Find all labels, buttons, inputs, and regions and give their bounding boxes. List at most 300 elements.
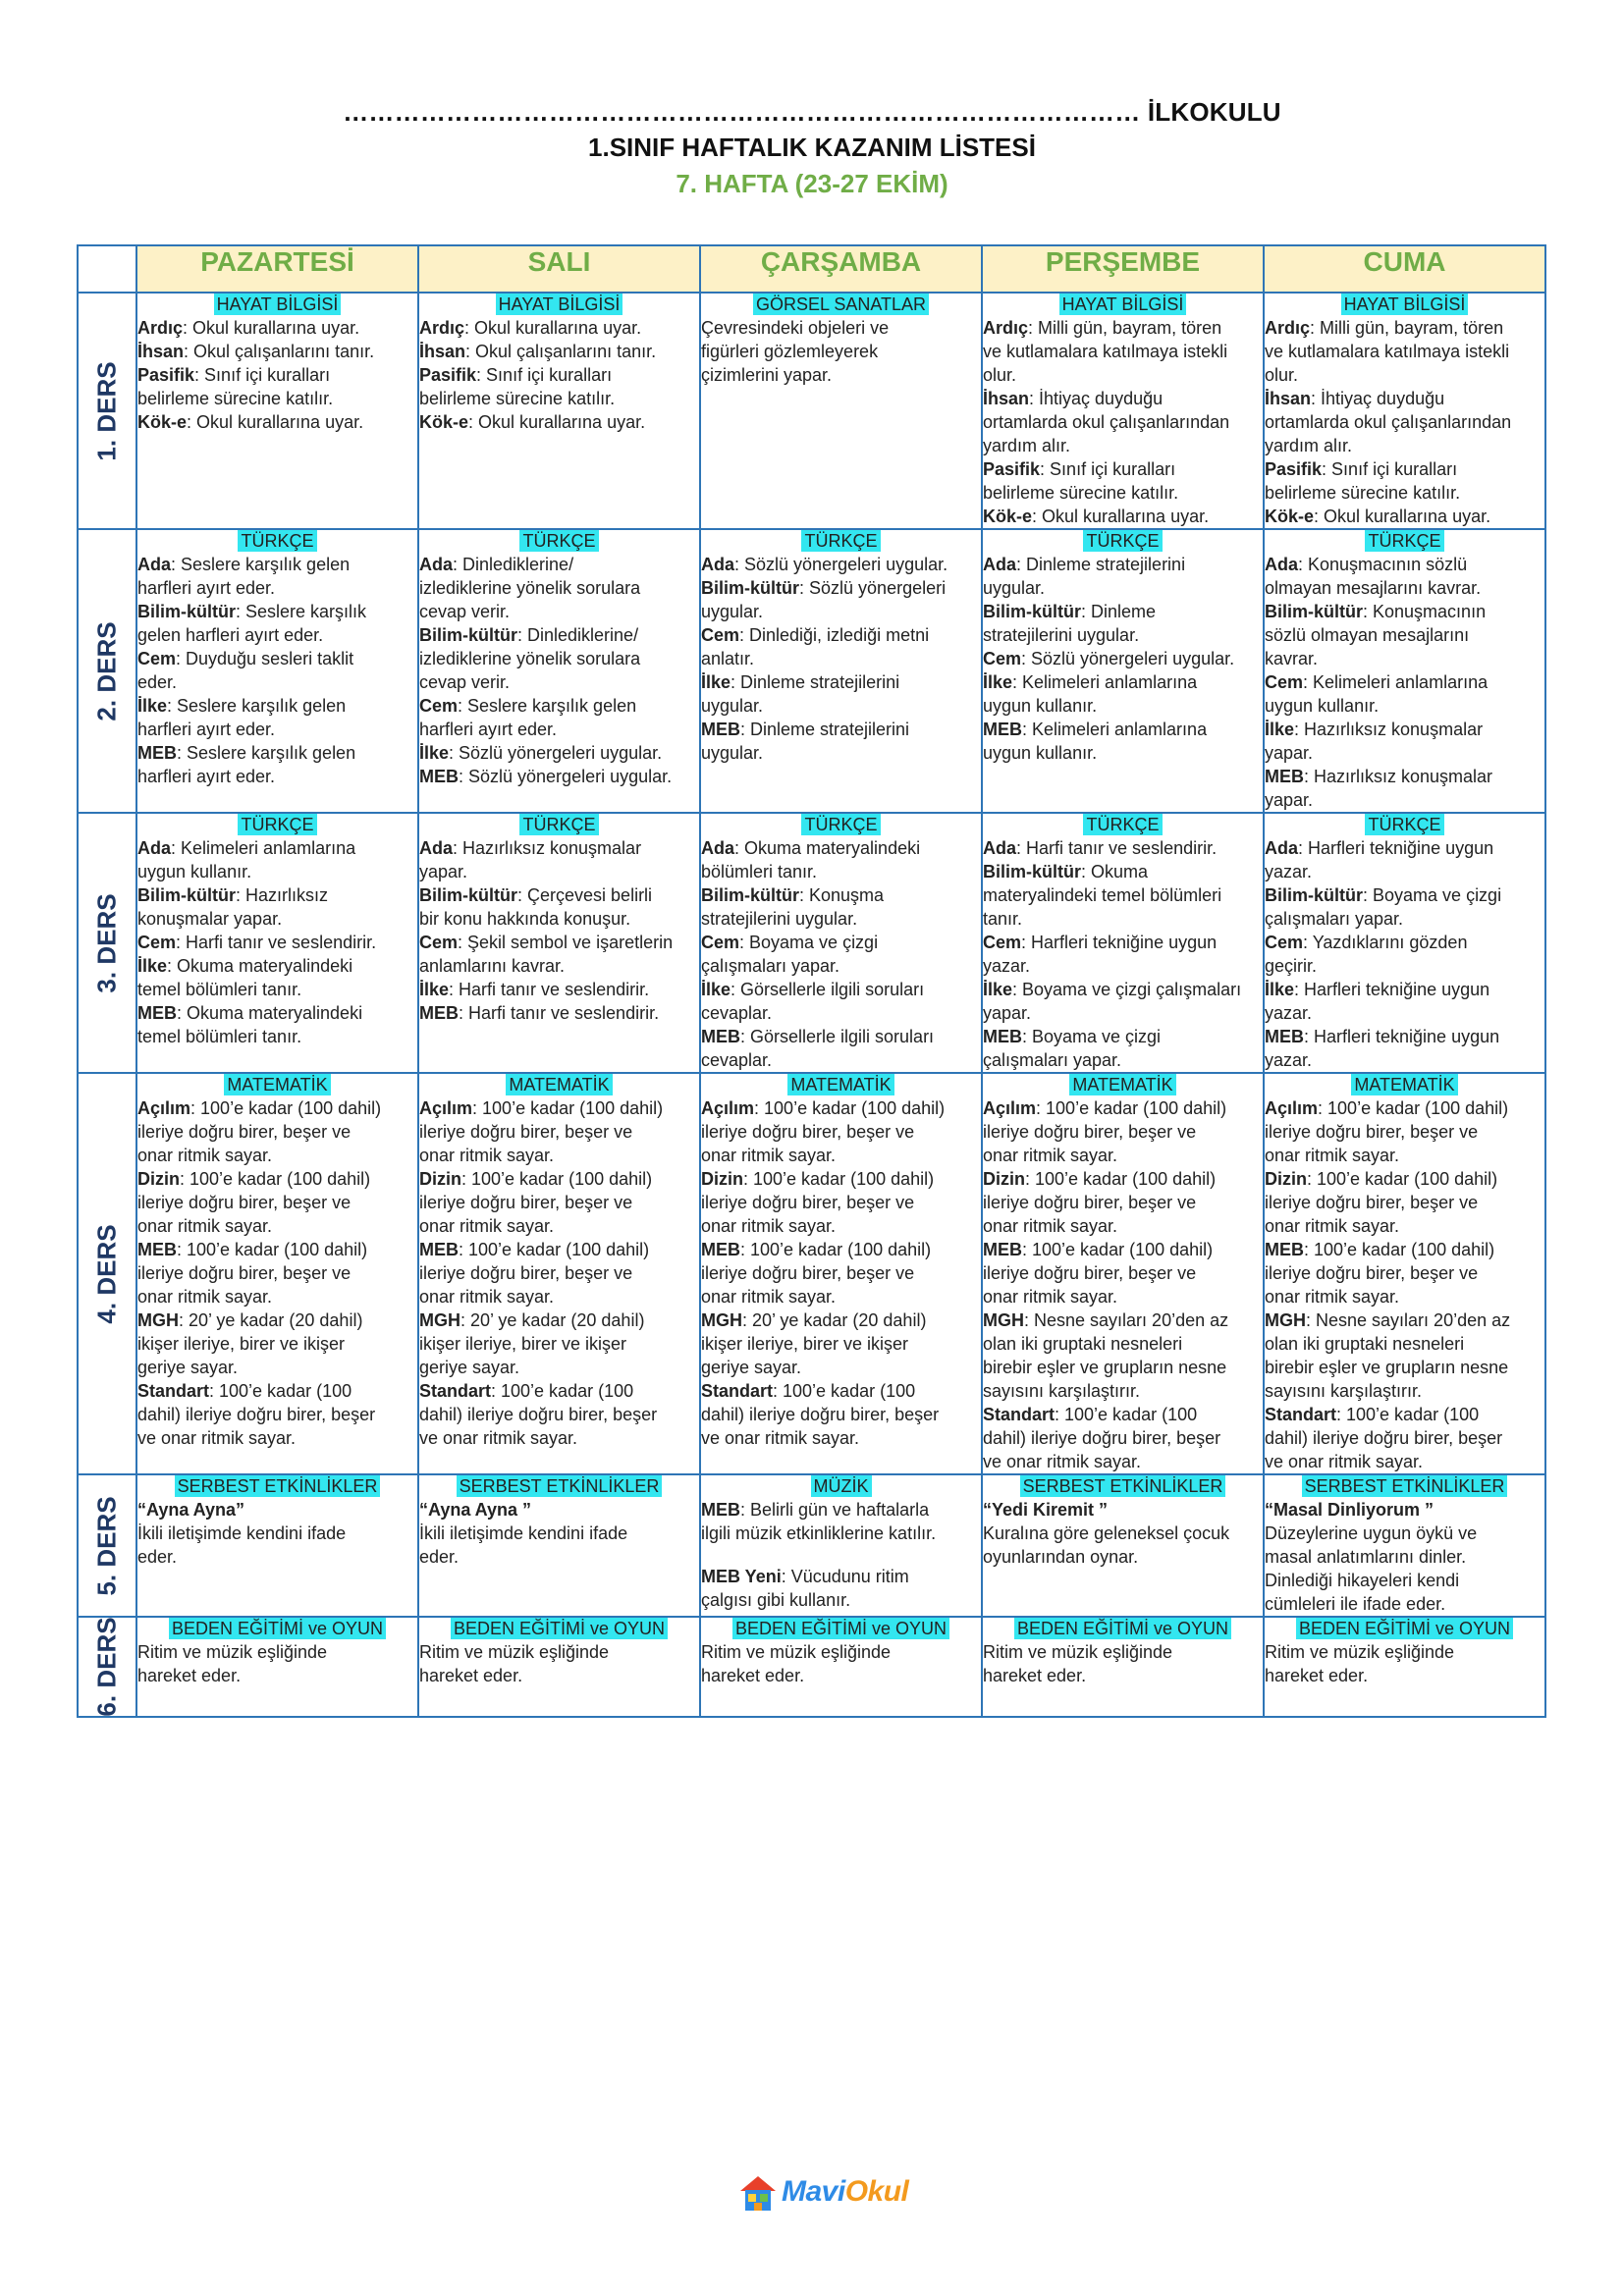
objective-text: ilgili müzik etkinliklerine katılır. (701, 1523, 937, 1543)
publisher-name: Açılım (137, 1098, 191, 1118)
objective-line (983, 1332, 1263, 1356)
objective-line (1265, 694, 1544, 718)
objective-text: yardım alır. (1265, 436, 1353, 455)
objective-line (1265, 1545, 1544, 1569)
house-icon (738, 2173, 778, 2213)
objective-line (1265, 457, 1544, 481)
objective-line (983, 836, 1263, 860)
subject-badge: HAYAT BİLGİSİ (1059, 294, 1187, 315)
lesson-row (78, 293, 1545, 529)
publisher-name: Ada (701, 838, 735, 858)
objective-line (419, 623, 699, 647)
objective-text: : Kelimeleri anlamlarına (1012, 672, 1198, 692)
objective-text: ikişer ileriye, birer ve ikişer (701, 1334, 909, 1354)
publisher-name: MEB (701, 720, 740, 739)
objective-line (701, 1308, 981, 1332)
objective-text: : Hazırlıksız (236, 885, 329, 905)
day-header-row (78, 245, 1545, 293)
objective-line (419, 1403, 699, 1426)
objective-text: : Milli gün, bayram, tören (1310, 318, 1504, 338)
publisher-name: Ada (137, 555, 172, 574)
publisher-name: MEB (419, 1003, 459, 1023)
objective-text: : Okuma materyalindeki (177, 1003, 363, 1023)
subject-badge: MATEMATİK (506, 1074, 612, 1095)
objective-line (701, 1214, 981, 1238)
objective-text: tanır. (983, 909, 1023, 929)
objective-text: Ritim ve müzik eşliğinde (1265, 1642, 1455, 1662)
objective-line (419, 1238, 699, 1261)
objective-text: : 100’e kadar (100 dahil) (1022, 1240, 1214, 1259)
lesson-label-cell (78, 1617, 136, 1717)
publisher-name: İlke (419, 743, 450, 763)
publisher-name: MEB (1265, 1240, 1304, 1259)
objective-line (983, 1450, 1263, 1473)
publisher-name: Ada (701, 555, 735, 574)
objective-line (1265, 1332, 1544, 1356)
lesson-label-cell (78, 293, 136, 529)
objective-line (1265, 836, 1544, 860)
objective-text: çalışmaları yapar. (1265, 909, 1404, 929)
objective-text: ileriye doğru birer, beşer ve (137, 1193, 352, 1212)
publisher-name: Kök-e (1265, 507, 1315, 526)
objective-text: ileriye doğru birer, beşer ve (419, 1193, 633, 1212)
objective-text: : Okuma (1081, 862, 1149, 881)
lesson-cell-tuesday (418, 1617, 700, 1717)
objective-text: ileriye doğru birer, beşer ve (983, 1122, 1197, 1142)
publisher-name: Standart (983, 1405, 1056, 1424)
objective-line (983, 883, 1263, 907)
lesson-label-cell (78, 1474, 136, 1617)
subject-badge: TÜRKÇE (519, 530, 598, 552)
lesson-cell-monday (136, 1073, 418, 1474)
lesson-cell-wednesday (700, 293, 982, 529)
objective-text: : 100’e kadar (100 dahil) (740, 1240, 932, 1259)
objective-line (983, 1238, 1263, 1261)
objective-text: ve onar ritmik sayar. (419, 1428, 578, 1448)
objective-text: : Dinleme (1081, 602, 1157, 621)
objective-text: çalgısı gibi kullanır. (701, 1590, 851, 1610)
objective-text: : Şekil sembol ve işaretlerin (458, 933, 674, 952)
objective-line (419, 860, 699, 883)
objective-line (137, 1640, 417, 1664)
publisher-name: Kök-e (419, 412, 469, 432)
objective-text: : Duyduğu sesleri taklit (176, 649, 354, 668)
lesson-label: 5. DERS (91, 1495, 122, 1596)
objective-text: : 100’e kadar (100 dahil) (472, 1098, 664, 1118)
objective-line (983, 363, 1263, 387)
objective-line (1265, 434, 1544, 457)
publisher-name: Cem (1265, 933, 1304, 952)
publisher-name: Pasifik (137, 365, 195, 385)
objective-line (419, 1664, 699, 1687)
subject-badge: MATEMATİK (1069, 1074, 1175, 1095)
objective-line (419, 316, 699, 340)
objective-line (983, 1545, 1263, 1569)
objective-text: ileriye doğru birer, beşer ve (701, 1193, 915, 1212)
lesson-cell-monday (136, 1617, 418, 1717)
objective-line (983, 860, 1263, 883)
objective-line (701, 1285, 981, 1308)
objective-text: onar ritmik sayar. (419, 1287, 555, 1307)
objective-line (137, 978, 417, 1001)
objective-line (983, 931, 1263, 954)
objective-text: : 100’e kadar (100 dahil) (743, 1169, 935, 1189)
objective-text: : 100’e kadar (100 (773, 1381, 916, 1401)
objective-line (983, 907, 1263, 931)
lesson-cell-thursday (982, 813, 1264, 1073)
objective-text: cevap verir. (419, 672, 511, 692)
objective-text: : 100’e kadar (100 dahil) (1318, 1098, 1509, 1118)
objective-line (701, 1238, 981, 1261)
objective-text: : Boyama ve çizgi (739, 933, 879, 952)
objective-line (701, 670, 981, 694)
objective-line (983, 481, 1263, 505)
objective-text: : 100’e kadar (100 dahil) (461, 1169, 653, 1189)
logo-text (782, 2175, 908, 2209)
subject-badge: GÖRSEL SANATLAR (753, 294, 929, 315)
objective-line (1265, 340, 1544, 363)
objective-text: onar ritmik sayar. (983, 1146, 1118, 1165)
objective-text: : Kelimeleri anlamlarına (171, 838, 356, 858)
objective-line (701, 316, 981, 340)
objective-line (701, 1588, 981, 1612)
objective-text: : Okuma materyalindeki (167, 956, 353, 976)
objective-line (1265, 1379, 1544, 1403)
objective-line (1265, 481, 1544, 505)
publisher-name: Cem (983, 933, 1022, 952)
objective-line (419, 1167, 699, 1191)
subject-badge: TÜRKÇE (801, 814, 880, 835)
objective-line (419, 1214, 699, 1238)
objective-text: Dinlediği hikayeleri kendi (1265, 1571, 1460, 1590)
objective-text: Düzeylerine uygun öykü ve (1265, 1523, 1478, 1543)
objective-text: Kuralına göre geleneksel çocuk (983, 1523, 1230, 1543)
objective-text: : Okul kurallarına uyar. (187, 412, 364, 432)
objective-line (1265, 1498, 1544, 1522)
publisher-name: Açılım (1265, 1098, 1319, 1118)
objective-text: Ritim ve müzik eşliğinde (983, 1642, 1173, 1662)
objective-line (983, 600, 1263, 623)
objective-text: onar ritmik sayar. (701, 1146, 837, 1165)
objective-text: : Sınıf içi kuralları (194, 365, 331, 385)
lesson-cell-tuesday (418, 813, 700, 1073)
subject-badge: TÜRKÇE (1083, 814, 1162, 835)
objective-text: : Sözlü yönergeleri (799, 578, 947, 598)
publisher-name: İlke (983, 672, 1013, 692)
objective-text: : 100’e kadar (100 dahil) (190, 1098, 382, 1118)
objective-line (1265, 1356, 1544, 1379)
objective-text: : Nesne sayıları 20’den az (1024, 1310, 1229, 1330)
lesson-cell-thursday (982, 529, 1264, 813)
objective-text: : Okul çalışanlarını tanır. (184, 342, 375, 361)
objective-line (983, 978, 1263, 1001)
objective-text: ileriye doğru birer, beşer ve (983, 1193, 1197, 1212)
objective-line (983, 1403, 1263, 1426)
objective-text: : Hazırlıksız konuşmalar (1294, 720, 1484, 739)
objective-text: kavrar. (1265, 649, 1319, 668)
objective-line (137, 1025, 417, 1048)
objective-line (419, 765, 699, 788)
publisher-name: Ardıç (137, 318, 184, 338)
objective-text: : Sözlü yönergeleri uygular. (459, 767, 673, 786)
objective-line (419, 410, 699, 434)
objective-line (701, 907, 981, 931)
lesson-cell-friday (1264, 529, 1545, 813)
objective-text: : Konuşma (799, 885, 885, 905)
objective-line (137, 860, 417, 883)
objective-text: : Boyama ve çizgi çalışmaları (1012, 980, 1242, 999)
objective-text: : Harfleri tekniğine uygun (1298, 838, 1494, 858)
objective-text: cevaplar. (701, 1050, 773, 1070)
objective-text: materyalindeki temel bölümleri (983, 885, 1222, 905)
publisher-name: İhsan (983, 389, 1030, 408)
objective-text: dahil) ileriye doğru birer, beşer (983, 1428, 1221, 1448)
publisher-name: MEB (1265, 1027, 1304, 1046)
objective-text: onar ritmik sayar. (1265, 1216, 1400, 1236)
objective-text: izlediklerine yönelik sorulara (419, 578, 641, 598)
lesson-cell-thursday (982, 1617, 1264, 1717)
objective-line (137, 340, 417, 363)
lesson-cell-wednesday (700, 1617, 982, 1717)
publisher-name: Cem (419, 696, 459, 716)
subject-badge: TÜRKÇE (519, 814, 598, 835)
lesson-row (78, 1474, 1545, 1617)
objective-line (1265, 316, 1544, 340)
lesson-cell-thursday (982, 293, 1264, 529)
objective-line (419, 1640, 699, 1664)
objective-line (983, 1214, 1263, 1238)
objective-line (1265, 1426, 1544, 1450)
publisher-name: İlke (701, 672, 731, 692)
publisher-name: Standart (419, 1381, 492, 1401)
objective-line (701, 883, 981, 907)
lesson-cell-friday (1264, 1474, 1545, 1617)
objective-text: olan iki gruptaki nesneleri (1265, 1334, 1465, 1354)
objective-line (419, 883, 699, 907)
objective-line (419, 978, 699, 1001)
objective-line (137, 1191, 417, 1214)
objective-text: yazar. (1265, 862, 1313, 881)
objective-line (1265, 718, 1544, 741)
objective-line (137, 623, 417, 647)
objective-line (1265, 1592, 1544, 1616)
publisher-name: Ada (1265, 838, 1299, 858)
objective-text: : Boyama ve çizgi (1022, 1027, 1162, 1046)
objective-line (1265, 1191, 1544, 1214)
objective-text: birebir eşler ve grupların nesne (983, 1358, 1227, 1377)
objective-text: : Harfleri tekniğine uygun (1294, 980, 1490, 999)
objective-line (1265, 765, 1544, 788)
publisher-name: Bilim-kültür (701, 578, 800, 598)
objective-line (983, 434, 1263, 457)
objective-line (419, 1308, 699, 1332)
objective-line (1265, 387, 1544, 410)
publisher-name: MEB (419, 1240, 459, 1259)
objective-line (983, 576, 1263, 600)
day-header-friday: CUMA (1264, 245, 1545, 293)
objective-text: uygun kullanır. (983, 743, 1098, 763)
objective-text: onar ritmik sayar. (701, 1287, 837, 1307)
objective-line (419, 1191, 699, 1214)
objective-line (701, 718, 981, 741)
objective-line (419, 1545, 699, 1569)
publisher-name: MEB (983, 1027, 1022, 1046)
objective-text: geriye sayar. (701, 1358, 802, 1377)
objective-text: onar ritmik sayar. (419, 1216, 555, 1236)
objective-text: onar ritmik sayar. (1265, 1287, 1400, 1307)
objective-text: stratejilerini uygular. (983, 625, 1140, 645)
objective-text: geriye sayar. (419, 1358, 520, 1377)
objective-text: ve onar ritmik sayar. (983, 1452, 1142, 1471)
objective-text: : Harfleri tekniğine uygun (1021, 933, 1218, 952)
objective-line (701, 1664, 981, 1687)
objective-line (983, 741, 1263, 765)
objective-text: : Harfi tanır ve seslendirir. (176, 933, 377, 952)
objective-text: temel bölümleri tanır. (137, 1027, 302, 1046)
publisher-name: Cem (1265, 672, 1304, 692)
lesson-label: 3. DERS (91, 892, 122, 993)
objective-line (419, 647, 699, 670)
objective-line (419, 931, 699, 954)
objective-text: : Kelimeleri anlamlarına (1303, 672, 1489, 692)
publisher-name: Standart (137, 1381, 210, 1401)
objective-text: yapar. (1265, 743, 1314, 763)
objective-line (1265, 907, 1544, 931)
objective-text: hareket eder. (419, 1666, 523, 1685)
objective-text: yazar. (1265, 1050, 1313, 1070)
objective-text: : Görsellerle ilgili soruları (731, 980, 925, 999)
objective-line (701, 954, 981, 978)
objective-line (419, 1332, 699, 1356)
objective-text: Çevresindeki objeleri ve (701, 318, 890, 338)
objective-line (1265, 505, 1544, 528)
objective-line (1265, 410, 1544, 434)
objective-line (701, 1261, 981, 1285)
objective-text: harfleri ayırt eder. (137, 720, 276, 739)
lesson-cell-friday (1264, 1617, 1545, 1717)
objective-text: dahil) ileriye doğru birer, beşer (1265, 1428, 1503, 1448)
objective-text: hareket eder. (1265, 1666, 1369, 1685)
objective-line (137, 1356, 417, 1379)
objective-line (137, 931, 417, 954)
objective-text: : Konuşmacının sözlü (1298, 555, 1468, 574)
publisher-name: Ada (1265, 555, 1299, 574)
objective-line (701, 1356, 981, 1379)
objective-line (701, 836, 981, 860)
objective-text: : Harfleri tekniğine uygun (1304, 1027, 1500, 1046)
publisher-name: Bilim-kültür (137, 602, 237, 621)
lesson-label: 2. DERS (91, 620, 122, 721)
objective-text: : Görsellerle ilgili soruları (740, 1027, 935, 1046)
objective-text: Ritim ve müzik eşliğinde (137, 1642, 328, 1662)
objective-text: : Okul kurallarına uyar. (468, 412, 646, 432)
subject-badge: TÜRKÇE (1365, 814, 1443, 835)
lesson-label-cell (78, 529, 136, 813)
publisher-name: “Ayna Ayna” (137, 1500, 245, 1520)
objective-line (983, 1640, 1263, 1664)
objective-line (137, 1144, 417, 1167)
objective-text: : Sınıf içi kuralları (1322, 459, 1458, 479)
objective-line (419, 1522, 699, 1545)
objective-line (701, 1403, 981, 1426)
objective-line (419, 1356, 699, 1379)
subject-badge: TÜRKÇE (801, 530, 880, 552)
publisher-name: İlke (701, 980, 731, 999)
publisher-name: Dizin (701, 1169, 743, 1189)
objective-text: ve onar ritmik sayar. (1265, 1452, 1424, 1471)
publisher-name: Bilim-kültür (137, 885, 237, 905)
objective-line (701, 978, 981, 1001)
objective-text: eder. (137, 672, 178, 692)
objective-text: anlamlarını kavrar. (419, 956, 566, 976)
objective-line (983, 387, 1263, 410)
objective-line (1265, 741, 1544, 765)
publisher-name: Cem (137, 649, 177, 668)
publisher-name: Ardıç (419, 318, 465, 338)
objective-line (419, 553, 699, 576)
objective-text: harfleri ayırt eder. (137, 767, 276, 786)
spacer (701, 1545, 981, 1565)
objective-line (1265, 931, 1544, 954)
objective-line (701, 1025, 981, 1048)
subject-badge: MATEMATİK (787, 1074, 893, 1095)
objective-text: : Seslere karşılık (236, 602, 367, 621)
page-header (0, 94, 1624, 202)
publisher-name: Ardıç (983, 318, 1029, 338)
publisher-name: Cem (419, 933, 459, 952)
objective-text: yazar. (1265, 1003, 1313, 1023)
day-header-tuesday: SALI (418, 245, 700, 293)
objective-text: sayısını karşılaştırır. (983, 1381, 1141, 1401)
objective-line (419, 340, 699, 363)
publisher-name: Bilim-kültür (419, 885, 518, 905)
weekly-plan-table (77, 244, 1546, 1718)
lesson-cell-wednesday (700, 1474, 982, 1617)
objective-text: : Hazırlıksız konuşmalar (453, 838, 642, 858)
objective-line (701, 1096, 981, 1120)
objective-text: uygun kullanır. (137, 862, 252, 881)
objective-text: İkili iletişimde kendini ifade (419, 1523, 628, 1543)
school-name: ………………………………………………………………………………… İLKOKULU (343, 97, 1281, 127)
objective-line (419, 954, 699, 978)
objective-line (983, 954, 1263, 978)
objective-text: oyunlarından oynar. (983, 1547, 1139, 1567)
objective-text: : Dinleme stratejilerini (731, 672, 900, 692)
objective-text: ortamlarda okul çalışanlarından (1265, 412, 1512, 432)
objective-line (701, 623, 981, 647)
objective-text: : Seslere karşılık gelen (167, 696, 347, 716)
publisher-name: MEB Yeni (701, 1567, 782, 1586)
objective-text: uygular. (701, 602, 764, 621)
publisher-name: “Masal Dinliyorum ” (1265, 1500, 1435, 1520)
objective-line (1265, 1167, 1544, 1191)
lesson-row (78, 529, 1545, 813)
objective-line (137, 576, 417, 600)
objective-text: : 100’e kadar (100 (1336, 1405, 1480, 1424)
lesson-label-cell (78, 813, 136, 1073)
objective-line (1265, 670, 1544, 694)
objective-text: figürleri gözlemleyerek (701, 342, 879, 361)
objective-line (419, 387, 699, 410)
publisher-name: Ada (983, 555, 1017, 574)
objective-line (983, 1096, 1263, 1120)
lesson-cell-tuesday (418, 529, 700, 813)
objective-line (1265, 1308, 1544, 1332)
objective-line (137, 1001, 417, 1025)
objective-line (419, 1120, 699, 1144)
objective-text: : İhtiyaç duyduğu (1029, 389, 1164, 408)
publisher-name: İlke (137, 956, 168, 976)
